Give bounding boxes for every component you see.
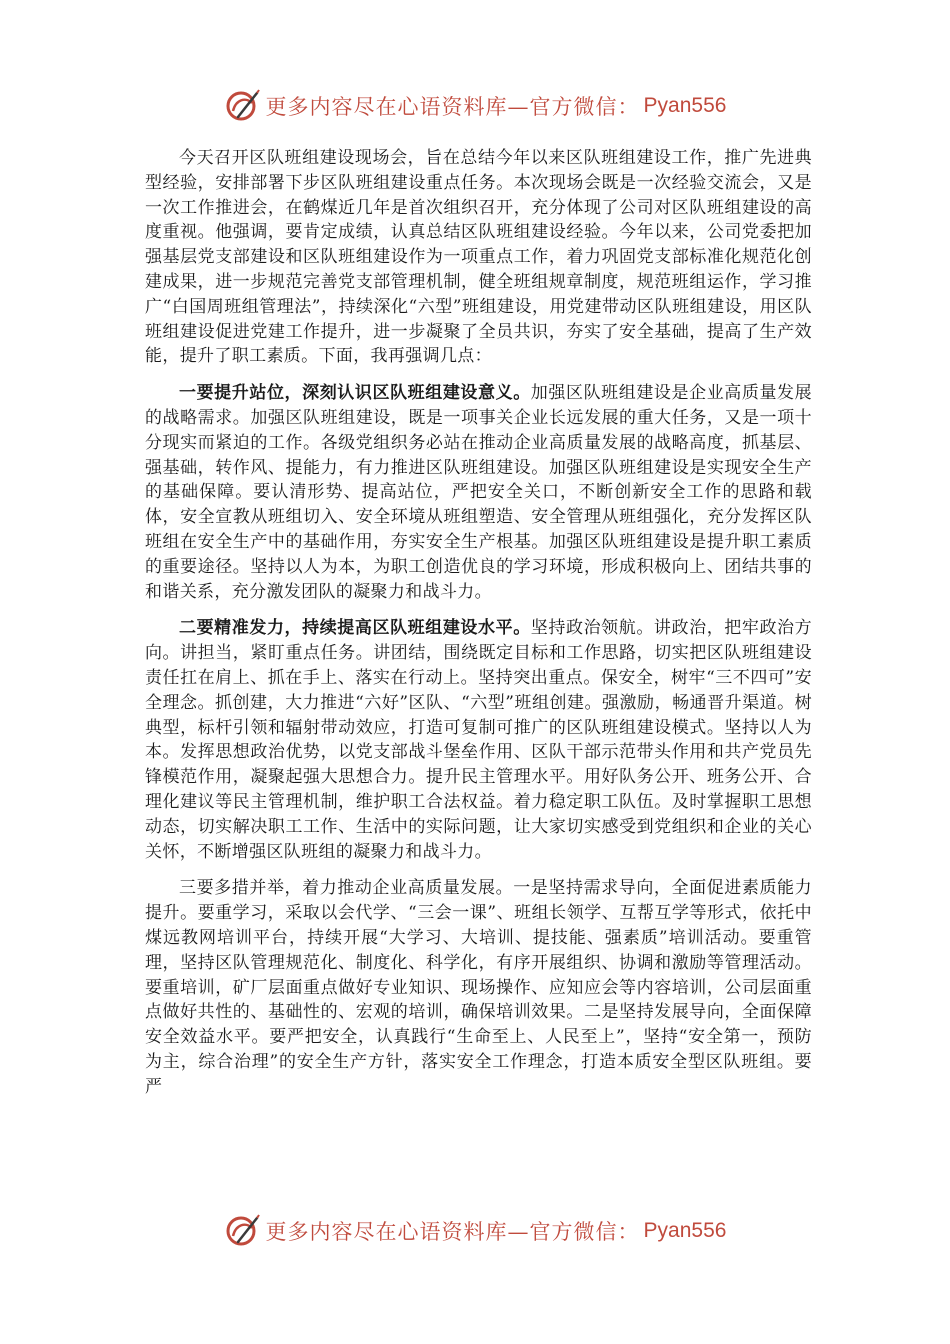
swirl-logo-icon	[224, 1212, 262, 1250]
paragraph-2-lead: 一要提升站位，深刻认识区队班组建设意义。	[179, 383, 531, 404]
banner-content	[224, 1212, 727, 1250]
paragraph-1-text: 今天召开区队班组建设现场会，旨在总结今年以来区队班组建设工作，推广先进典型经验，安排部署下步区队班组建设重点任务。本次现场会既是一次经验交流会，又是一次工作推进会，在鹤煤近几年是首次组织召开，充分体现了公司对区队班组建设的高度重视。他强调，要肯定成绩，认真总结区队班组建设经验。今年以来，公司党委把加强基层党支部建设和区队班组建设作为一项重点工作，着力巩固党支部标准化规范化创建成果，进一步规范完善党支部管理机制，健全班组规章制度，规范班组运作，学习推广“白国周班组管理法”，持续深化“六型”班组建设，用党建带动区队班组建设，用区队班组建设促进党建工作提升，进一步凝聚了全员共识，夯实了安全基础，提高了生产效能，提升了职工素质。下面，我再强调几点：	[145, 148, 812, 367]
footer-banner	[0, 1209, 950, 1253]
paragraph-3-text: 坚持政治领航。讲政治，把牢政治方向。讲担当，紧盯重点任务。讲团结，围绕既定目标和工作思路，切实把区队班组建设责任扛在肩上、抓在手上、落实在行动上。坚持突出重点。保安全，树牢“三不四可”安全理念。抓创建，大力推进“六好”区队、“六型”班组创建。强激励，畅通晋升渠道。树典型，标杆引领和辐射带动效应，打造可复制可推广的区队班组建设模式。坚持以人为本。发挥思想政治优势，以党支部战斗堡垒作用、区队干部示范带头作用和共产党员先锋模范作用，凝聚起强大思想合力。提升民主管理水平。用好队务公开、班务公开、合理化建议等民主管理机制，维护职工合法权益。着力稳定职工队伍。及时掌握职工思想动态，切实解决职工工作、生活中的实际问题，让大家切实感受到党组织和企业的关心关怀，不断增强区队班组的凝聚力和战斗力。	[145, 618, 812, 862]
paragraph-3	[145, 616, 812, 864]
paragraph-3-lead: 二要精准发力，持续提高区队班组建设水平。	[179, 618, 531, 639]
paragraph-4-text: 三要多措并举，着力推动企业高质量发展。一是坚持需求导向，全面促进素质能力提升。要重学习，采取以会代学、“三会一课”、班组长领学、互帮互学等形式，依托中煤远教网培训平台，持续开展“大学习、大培训、提技能、强素质”培训活动。要重管理，坚持区队管理规范化、制度化、科学化，有序开展组织、协调和激励等管理活动。要重培训，矿厂层面重点做好专业知识、现场操作、应知应会等内容培训，公司层面重点做好共性的、基础性的、宏观的培训，确保培训效果。二是坚持发展导向，全面保障安全效益水平。要严把安全，认真践行“生命至上、人民至上”，坚持“安全第一，预防为主，综合治理”的安全生产方针，落实安全工作理念，打造本质安全型区队班组。要严	[145, 878, 812, 1097]
paragraph-4	[145, 876, 812, 1099]
banner-text: 更多内容尽在心语资料库—官方微信：	[265, 1220, 640, 1244]
document-body	[145, 146, 812, 1111]
paragraph-1	[145, 146, 812, 369]
header-banner	[0, 84, 950, 128]
banner-content	[224, 87, 727, 125]
paragraph-2-text: 加强区队班组建设是企业高质量发展的战略需求。加强区队班组建设，既是一项事关企业长远发展的重大任务，又是一项十分现实而紧迫的工作。各级党组织务必站在推动企业高质量发展的战略高度，抓基层、强基础，转作风、提能力，有力推进区队班组建设。加强区队班组建设是实现安全生产的基础保障。要认清形势、提高站位，严把安全关口，不断创新安全工作的思路和载体，安全宣教从班组切入、安全环境从班组塑造、安全管理从班组强化，充分发挥区队班组在安全生产中的基础作用，夯实安全生产根基。加强区队班组建设是提升职工素质的重要途径。坚持以人为本，为职工创造优良的学习环境，形成积极向上、团结共事的和谐关系，充分激发团队的凝聚力和战斗力。	[145, 383, 812, 602]
banner-text: 更多内容尽在心语资料库—官方微信：	[265, 95, 640, 119]
banner-wechat-id: Pyan556	[643, 1219, 727, 1242]
swirl-logo-icon	[224, 87, 262, 125]
banner-wechat-id: Pyan556	[643, 94, 727, 117]
paragraph-2	[145, 381, 812, 604]
